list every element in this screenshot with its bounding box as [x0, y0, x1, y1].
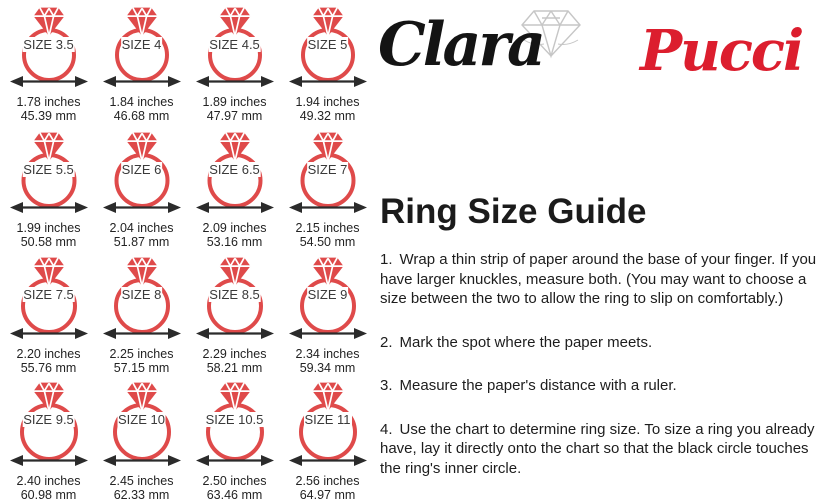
instructions-list	[380, 250, 832, 501]
ring-size-label: SIZE 6	[121, 162, 162, 177]
ring-size-label: SIZE 11	[304, 412, 351, 427]
ring-measurement	[17, 347, 81, 375]
diameter-arrow-icon	[289, 454, 367, 467]
step-number: 3.	[380, 377, 393, 394]
diamond-gem-icon	[218, 256, 252, 287]
diamond-gem-icon	[218, 131, 252, 162]
diamond-gem-icon	[125, 131, 159, 162]
ring-size-label: SIZE 4.5	[209, 37, 260, 52]
ring-diameter-mm: 60.98 mm	[20, 488, 77, 501]
ring-size-label: SIZE 6.5	[209, 162, 260, 177]
ring-diameter-mm: 55.76 mm	[20, 361, 77, 375]
ring-size-cell	[2, 128, 95, 253]
diameter-arrow-icon	[10, 201, 88, 214]
diameter-arrow-icon	[10, 75, 88, 88]
ring-with-diamond-icon	[102, 256, 182, 334]
ring-size-label: SIZE 7	[307, 162, 348, 177]
diameter-arrow-icon	[289, 327, 367, 340]
ring-size-cell	[95, 3, 188, 128]
ring-diameter-inches: 1.78 inches	[16, 95, 81, 109]
ring-size-cell	[188, 3, 281, 128]
ring-with-diamond-icon	[102, 6, 182, 82]
diameter-arrow-icon	[196, 327, 274, 340]
ring-size-cell	[95, 128, 188, 253]
ring-size-cell	[188, 253, 281, 378]
ring-size-cell	[281, 3, 374, 128]
ring-measurement	[17, 221, 81, 249]
diamond-gem-icon	[311, 381, 345, 412]
diameter-arrow-icon	[289, 201, 367, 214]
ring-size-cell	[95, 378, 188, 501]
ring-with-diamond-icon	[195, 381, 275, 461]
instruction-step-2	[380, 333, 832, 353]
diameter-arrow-icon	[196, 201, 274, 214]
ring-size-label: SIZE 4	[121, 37, 162, 52]
ring-size-label: SIZE 9	[307, 287, 348, 302]
ring-size-label: SIZE 5	[307, 37, 348, 52]
ring-size-cell	[281, 128, 374, 253]
ring-diameter-mm: 57.15 mm	[113, 361, 170, 375]
instruction-step-3	[380, 376, 832, 396]
ring-with-diamond-icon	[195, 256, 275, 334]
diamond-gem-icon	[311, 131, 345, 162]
ring-diameter-mm: 46.68 mm	[113, 109, 170, 123]
diamond-gem-icon	[32, 6, 66, 37]
ring-measurement	[17, 474, 81, 501]
ring-size-cell	[2, 253, 95, 378]
ring-measurement	[17, 95, 81, 123]
brand-logo	[374, 4, 836, 104]
ring-size-cell	[281, 253, 374, 378]
ring-diameter-mm: 59.34 mm	[299, 361, 356, 375]
ring-diameter-mm: 47.97 mm	[206, 109, 263, 123]
ring-diameter-mm: 63.46 mm	[206, 488, 263, 501]
ring-with-diamond-icon	[288, 131, 368, 208]
ring-measurement	[296, 474, 360, 501]
ring-diameter-inches: 2.56 inches	[295, 474, 360, 488]
ring-diameter-inches: 2.45 inches	[109, 474, 174, 488]
ring-size-cell	[95, 253, 188, 378]
diamond-gem-icon	[311, 6, 345, 37]
instruction-step-4	[380, 420, 832, 479]
ring-size-label: SIZE 8.5	[209, 287, 260, 302]
ring-size-chart	[2, 3, 376, 501]
step-number: 2.	[380, 333, 393, 351]
ring-diameter-inches: 2.04 inches	[109, 221, 174, 235]
diamond-gem-icon	[125, 256, 159, 287]
step-text: Measure the paper's distance with a ruler.	[399, 377, 677, 394]
ring-size-label: SIZE 9.5	[23, 412, 74, 427]
ring-size-label: SIZE 3.5	[23, 37, 74, 52]
brand-name-pucci: Pucci	[640, 18, 803, 84]
ring-diameter-inches: 1.84 inches	[109, 95, 174, 109]
ring-size-cell	[281, 378, 374, 501]
ring-measurement	[296, 221, 360, 249]
ring-measurement	[296, 347, 360, 375]
ring-diameter-inches: 1.89 inches	[202, 95, 267, 109]
ring-diameter-mm: 58.21 mm	[206, 361, 263, 375]
ring-diameter-inches: 2.09 inches	[202, 221, 267, 235]
diamond-gem-icon	[125, 381, 159, 412]
ring-measurement	[203, 474, 267, 501]
diameter-arrow-icon	[10, 454, 88, 467]
ring-diameter-mm: 45.39 mm	[20, 109, 77, 123]
ring-with-diamond-icon	[9, 256, 89, 334]
ring-with-diamond-icon	[102, 381, 182, 461]
ring-diameter-inches: 2.15 inches	[295, 221, 360, 235]
ring-size-cell	[2, 378, 95, 501]
step-number: 1.	[380, 251, 393, 268]
ring-diameter-mm: 54.50 mm	[299, 235, 356, 249]
ring-measurement	[110, 95, 174, 123]
ring-size-cell	[188, 128, 281, 253]
ring-diameter-inches: 2.34 inches	[295, 347, 360, 361]
ring-diameter-mm: 50.58 mm	[20, 235, 77, 249]
ring-diameter-inches: 2.40 inches	[16, 474, 81, 488]
brand-name-clara: Clara	[378, 10, 543, 80]
diameter-arrow-icon	[103, 454, 181, 467]
ring-size-label: SIZE 8	[121, 287, 162, 302]
ring-measurement	[110, 474, 174, 501]
ring-with-diamond-icon	[195, 131, 275, 208]
ring-with-diamond-icon	[9, 381, 89, 461]
ring-diameter-inches: 1.94 inches	[295, 95, 360, 109]
page-title: Ring Size Guide	[380, 192, 647, 231]
step-text: Use the chart to determine ring size. To size a ring you already have, lay it directly onto the chart so that the black circle touches the ring's inner circle.	[380, 420, 815, 477]
ring-diameter-inches: 2.25 inches	[109, 347, 174, 361]
ring-with-diamond-icon	[288, 256, 368, 334]
diameter-arrow-icon	[196, 454, 274, 467]
diamond-gem-icon	[125, 6, 159, 37]
step-number: 4.	[380, 420, 393, 438]
ring-size-cell	[188, 378, 281, 501]
ring-with-diamond-icon	[9, 131, 89, 208]
diamond-gem-icon	[218, 6, 252, 37]
step-text: Mark the spot where the paper meets.	[399, 333, 653, 351]
diameter-arrow-icon	[289, 75, 367, 88]
ring-diameter-inches: 2.20 inches	[16, 347, 81, 361]
ring-diameter-inches: 2.29 inches	[202, 347, 267, 361]
ring-size-cell	[2, 3, 95, 128]
diamond-gem-icon	[32, 131, 66, 162]
ring-size-label: SIZE 10.5	[205, 412, 264, 427]
ring-with-diamond-icon	[288, 381, 368, 461]
ring-diameter-mm: 62.33 mm	[113, 488, 170, 501]
ring-measurement	[203, 95, 267, 123]
instruction-step-1	[380, 250, 832, 309]
diameter-arrow-icon	[103, 327, 181, 340]
ring-with-diamond-icon	[102, 131, 182, 208]
diameter-arrow-icon	[103, 75, 181, 88]
diamond-gem-icon	[311, 256, 345, 287]
ring-measurement	[203, 221, 267, 249]
ring-diameter-mm: 49.32 mm	[299, 109, 356, 123]
ring-size-label: SIZE 10	[118, 412, 165, 427]
ring-measurement	[110, 347, 174, 375]
diameter-arrow-icon	[10, 327, 88, 340]
diameter-arrow-icon	[103, 201, 181, 214]
ring-diameter-mm: 51.87 mm	[113, 235, 170, 249]
ring-size-label: SIZE 7.5	[23, 287, 74, 302]
diamond-gem-icon	[32, 381, 66, 412]
diamond-gem-icon	[32, 256, 66, 287]
ring-diameter-inches: 2.50 inches	[202, 474, 267, 488]
diameter-arrow-icon	[196, 75, 274, 88]
ring-diameter-mm: 64.97 mm	[299, 488, 356, 501]
diamond-gem-icon	[218, 381, 252, 412]
ring-measurement	[296, 95, 360, 123]
ring-diameter-mm: 53.16 mm	[206, 235, 263, 249]
ring-with-diamond-icon	[195, 6, 275, 82]
ring-with-diamond-icon	[9, 6, 89, 82]
ring-with-diamond-icon	[288, 6, 368, 82]
ring-diameter-inches: 1.99 inches	[16, 221, 81, 235]
step-text: Wrap a thin strip of paper around the base of your finger. If you have larger knuckles, measure both. (You may want to choose a size between the two to allow the ring to slip on comfortably.)	[380, 251, 817, 307]
ring-measurement	[110, 221, 174, 249]
ring-measurement	[203, 347, 267, 375]
ring-size-label: SIZE 5.5	[23, 162, 74, 177]
